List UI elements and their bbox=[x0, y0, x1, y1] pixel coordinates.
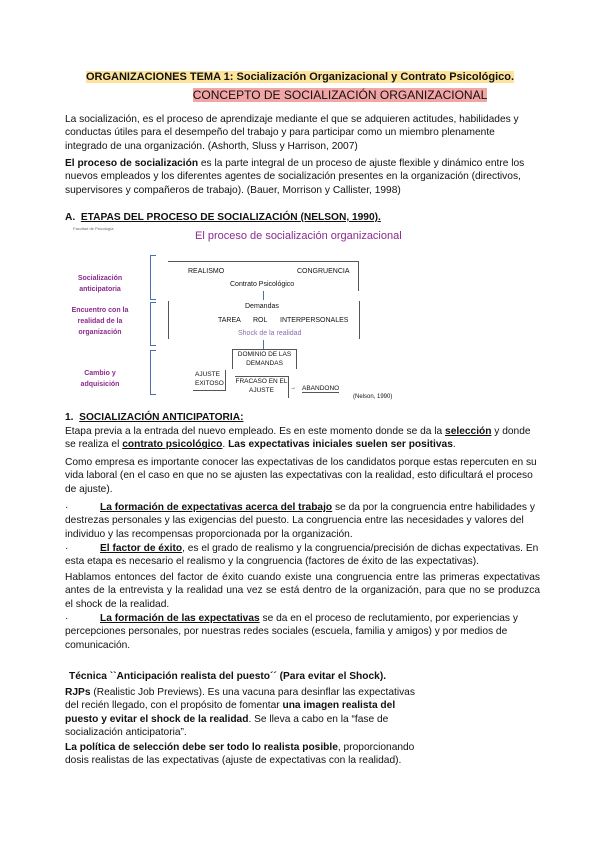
text: es la parte integral de un proceso de ajuste flexible y dinámico entre los nuevos empleados y los diferentes agentes de socialización presentes en la organización (directivos, supervisores y compañeros de trabajo). (Bauer, Morrison y Callister, 1998) bbox=[65, 158, 525, 196]
box-anticipatory bbox=[168, 261, 359, 291]
bold-term: El proceso de socialización bbox=[65, 158, 199, 169]
section-title: ETAPAS DEL PROCESO DE SOCIALIZACIÓN (NELSON, 1990). bbox=[80, 212, 381, 223]
label-contrato: Contrato Psicológico bbox=[230, 281, 295, 288]
document-subtitle bbox=[100, 89, 580, 103]
paragraph-process bbox=[65, 157, 540, 197]
label-shock: Shock de la realidad bbox=[238, 330, 302, 337]
box-encounter bbox=[168, 301, 360, 339]
arrow-icon bbox=[263, 291, 264, 300]
section-a-heading bbox=[65, 211, 540, 224]
brace bbox=[150, 255, 156, 300]
brace bbox=[150, 302, 156, 346]
paragraph-anticipatory: Etapa previa a la entrada del nuevo empleado. Es en este momento donde se da la selección y donde se realiza el contrato psicológico. Las expectativas iniciales suelen ser positivas. bbox=[65, 426, 531, 451]
label-abandono: ABANDONO bbox=[302, 385, 340, 392]
section-1-heading bbox=[65, 411, 540, 424]
document-title bbox=[60, 71, 540, 84]
label-realismo: REALISMO bbox=[188, 268, 225, 275]
diagram-title: El proceso de socialización organizacional bbox=[195, 230, 402, 242]
box-dominio: DOMINIO DE LAS DEMANDAS bbox=[232, 349, 297, 369]
paragraph-definition: La socialización, es el proceso de aprendizaje mediante el que se adquieren actitudes, habilidades y conductas útiles para el desempeño del trabajo y para participar como un miembro plenamente integrado de una organización. (Ashorth, Sluss y Harrison, 2007) bbox=[65, 114, 519, 152]
term-contrato: contrato psicológico bbox=[122, 439, 223, 451]
term-seleccion: selección bbox=[445, 426, 492, 437]
section-number: 1. bbox=[65, 412, 74, 423]
label-rol: ROL bbox=[253, 317, 268, 324]
label-demandas: Demandas bbox=[245, 303, 279, 310]
bullet-formacion-expectativas: · La formación de las expectativas se da en el proceso de reclutamiento, por experiencias y percepciones personales, por nuestras redes sociales (escuela, familia y amigos) y por medios de comunicación. bbox=[65, 613, 518, 651]
paragraph-expectations: Como empresa es importante conocer las expectativas de los candidatos porque estas repercuten en su vida laboral (en el caso en que no se ajusten las expectativas con la realidad, esto dificultará el proceso de ajuste). bbox=[65, 457, 537, 495]
stage-label: Socialización anticipatoria bbox=[77, 275, 123, 293]
subtitle-text: CONCEPTO DE SOCIALIZACIÓN ORGANIZACIONAL bbox=[192, 88, 488, 102]
label-tarea: TAREA bbox=[218, 317, 241, 324]
logo-text: Facultad de Psicología bbox=[73, 226, 114, 231]
section-letter: A. bbox=[65, 212, 76, 223]
box-fracaso: FRACASO EN EL AJUSTE bbox=[235, 376, 289, 398]
label-congruencia: CONGRUENCIA bbox=[297, 268, 350, 275]
paragraph-factor-exito: Hablamos entonces del factor de éxito cuando existe una congruencia entre las primeras expectativas antes de la entrevista y la realidad una vez se está dentro de la organización, para que no se produzca el shock de la realidad. bbox=[65, 572, 540, 610]
box-ajuste: AJUSTE EXITOSO bbox=[193, 370, 226, 391]
bullet-factor-exito: · El factor de éxito, es el grado de realismo y la congruencia/precisión de dichas expectativas. En esta etapa es necesario el realismo y la congruencia (factores de éxito de las expectativas). bbox=[65, 543, 539, 568]
paragraph-politica: La política de selección debe ser todo lo realista posible, proporcionando dosis realistas de las expectativas (ajuste de expectativas con la realidad). bbox=[65, 742, 415, 767]
diagram-citation: (Nelson, 1990) bbox=[353, 394, 393, 400]
paragraph-rjp: RJPs (Realistic Job Previews). Es una vacuna para desinflar las expectativas del recién llegado, con el propósito de fomentar una imagen realista del puesto y evitar el shock de la realidad. Se lleva a cabo en la “fase de socialización anticipatoria”. bbox=[65, 687, 415, 739]
stage-label: Encuentro con la realidad de la organización bbox=[71, 307, 129, 336]
tecnica-heading: Técnica ``Anticipación realista del puesto´´ (Para evitar el Shock). bbox=[69, 671, 387, 682]
socialization-diagram: Facultad de Psicología El proceso de socialización organizacional Socialización anticipatoria Encuentro con la realidad de la organización Cambio y adquisición REALISMO CONGRUENCIA Contrato Psicológico Demandas TAREA ROL INTERPERSONALES Shock de la realidad DOMINIO DE LAS DEMANDAS AJUSTE EXITOSO FRACASO EN EL AJUSTE → ABANDONO (Nelson, 1990) bbox=[0, 0, 600, 848]
arrow-icon bbox=[263, 340, 264, 349]
label-interpersonales: INTERPERSONALES bbox=[280, 317, 349, 324]
brace bbox=[150, 350, 156, 395]
stage-label: Cambio y adquisición bbox=[80, 370, 120, 388]
title-text: ORGANIZACIONES TEMA 1: Socialización Organizacional y Contrato Psicológico. bbox=[85, 71, 515, 83]
section-title: SOCIALIZACIÓN ANTICIPATORIA: bbox=[79, 412, 244, 423]
bullet-formacion-trabajo: · La formación de expectativas acerca del trabajo se da por la congruencia entre habilidades y destrezas personales y las exigencias del puesto. La congruencia entre las necesidades y valores del individuo y las recompensas proporcionada por la organización. bbox=[65, 502, 535, 540]
